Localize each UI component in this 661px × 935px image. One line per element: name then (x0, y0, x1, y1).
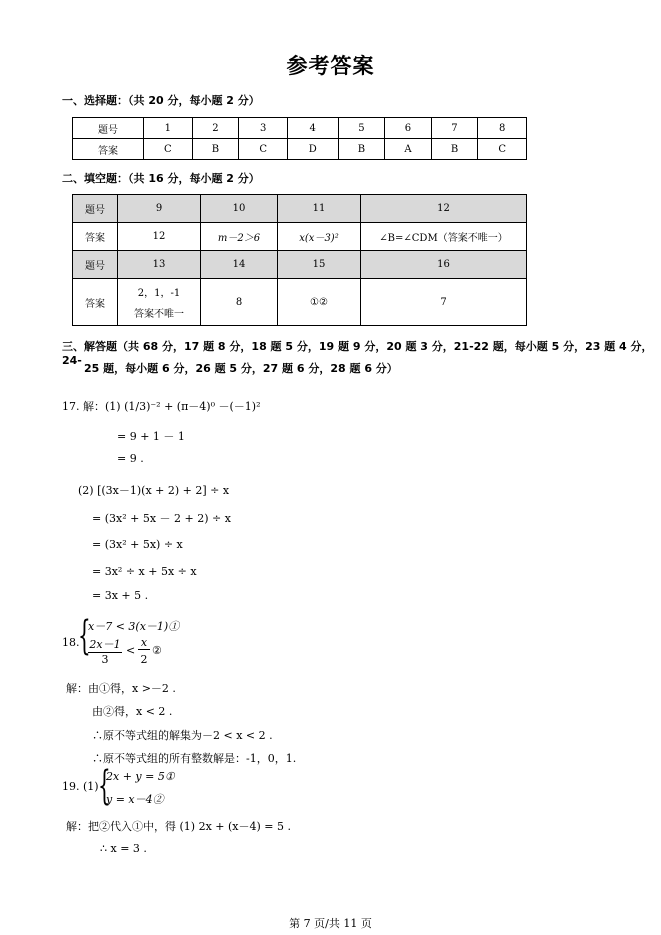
table-row (73, 118, 527, 139)
q17-line: = 9 . (117, 452, 144, 465)
table-row (73, 223, 527, 251)
table-cell: 12 (361, 195, 527, 223)
table-cell: D (287, 139, 338, 160)
system-brace: { (98, 763, 111, 809)
table-cell: C (144, 139, 193, 160)
table-cell: 9 (118, 195, 201, 223)
table-cell: 题号 (73, 195, 118, 223)
q18-label: 18. (62, 636, 80, 649)
table-cell: 2 (192, 118, 239, 139)
fraction-numerator: 2x－1 (89, 638, 121, 651)
table-row (73, 279, 527, 326)
q19-label: 19. (1) (62, 780, 99, 793)
less-than-sign: < (126, 644, 136, 657)
equation-tag: ② (152, 644, 162, 657)
cell-line: 答案不唯一 (134, 309, 184, 320)
q17-part2-line: = 3x² ÷ x + 5x ÷ x (92, 565, 197, 578)
table-cell: 答案 (73, 139, 144, 160)
page-footer: 第 7 页/共 11 页 (289, 917, 372, 930)
q18-line: ∴原不等式组的所有整数解是：-1，0，1. (92, 752, 297, 765)
table-cell (118, 279, 201, 326)
q19-equation-1: 2x + y = 5① (106, 770, 175, 783)
section-heading-solutions: 三、解答题（共 68 分，17 题 8 分，18 题 5 分，19 题 9 分，20 题 3 分，21-22 题，每小题 5 分，23 题 4 分，24- (62, 340, 653, 367)
q17-line: 17. 解：(1) (1/3)⁻² + (π－4)⁰ －(－1)² (62, 400, 261, 413)
cell-line: 2，1，-1 (137, 288, 181, 299)
fraction-denominator: 3 (101, 653, 109, 666)
system-brace: { (78, 613, 91, 659)
fraction-denominator: 2 (140, 653, 148, 666)
q18-line: 由②得，x < 2 . (92, 705, 173, 718)
table-cell: B (338, 139, 385, 160)
table-cell: ①② (278, 279, 361, 326)
q17-part2-line: = (3x² + 5x) ÷ x (92, 538, 183, 551)
table-cell: 14 (201, 251, 278, 279)
q19-equation-2: y = x－4② (106, 793, 164, 806)
table-cell: 6 (385, 118, 431, 139)
table-cell: m－2＞6 (201, 223, 278, 251)
q17-line: = 9 + 1 － 1 (117, 430, 185, 443)
table-cell: 8 (478, 118, 527, 139)
table-row (73, 251, 527, 279)
table-cell: 1 (144, 118, 193, 139)
q18-inequality-1: x－7 < 3(x－1)① (88, 620, 180, 633)
q18-line: ∴原不等式组的解集为－2 < x < 2 . (92, 729, 273, 742)
table-cell: 5 (338, 118, 385, 139)
table-cell: B (192, 139, 239, 160)
fraction-numerator: x (138, 636, 150, 650)
table-cell: 16 (361, 251, 527, 279)
table-cell: 15 (278, 251, 361, 279)
table-cell: 10 (201, 195, 278, 223)
table-cell: C (478, 139, 527, 160)
table-cell: 答案 (73, 223, 118, 251)
q18-line: 解：由①得，x >－2 . (66, 682, 176, 695)
q19-line: ∴ x = 3 . (100, 842, 147, 855)
section-heading-choice: 一、选择题：（共 20 分，每小题 2 分） (62, 94, 260, 107)
table-cell: ∠B=∠CDM（答案不唯一） (361, 223, 527, 251)
table-cell: 11 (278, 195, 361, 223)
page-title: 参考答案 (286, 54, 375, 78)
section-heading-fill: 二、填空题：（共 16 分，每小题 2 分） (62, 172, 260, 185)
q17-part2-line: = 3x + 5 . (92, 589, 149, 602)
table-cell: 13 (118, 251, 201, 279)
table-cell: 3 (239, 118, 288, 139)
table-cell: 题号 (73, 251, 118, 279)
table-cell: 答案 (73, 279, 118, 326)
section-heading-solutions-cont: 25 题，每小题 6 分，26 题 5 分，27 题 6 分，28 题 6 分） (84, 362, 398, 375)
table-cell: 7 (431, 118, 478, 139)
table-cell: 题号 (73, 118, 144, 139)
table-cell: 12 (118, 223, 201, 251)
q18-inequality-2 (88, 636, 208, 668)
table-cell: 8 (201, 279, 278, 326)
table-cell: 4 (287, 118, 338, 139)
table-cell: B (431, 139, 478, 160)
choice-answer-table (72, 117, 527, 160)
table-cell: A (385, 139, 431, 160)
fill-answer-table (72, 194, 527, 326)
table-row (73, 139, 527, 160)
table-cell: C (239, 139, 288, 160)
q17-part2-line: (2) [(3x－1)(x + 2) + 2] ÷ x (78, 484, 230, 497)
table-row (73, 195, 527, 223)
table-cell: x(x－3)² (278, 223, 361, 251)
q19-line: 解：把②代入①中，得 (1) 2x + (x－4) = 5 . (66, 820, 291, 833)
table-cell: 7 (361, 279, 527, 326)
q17-part2-line: = (3x² + 5x － 2 + 2) ÷ x (92, 512, 231, 525)
